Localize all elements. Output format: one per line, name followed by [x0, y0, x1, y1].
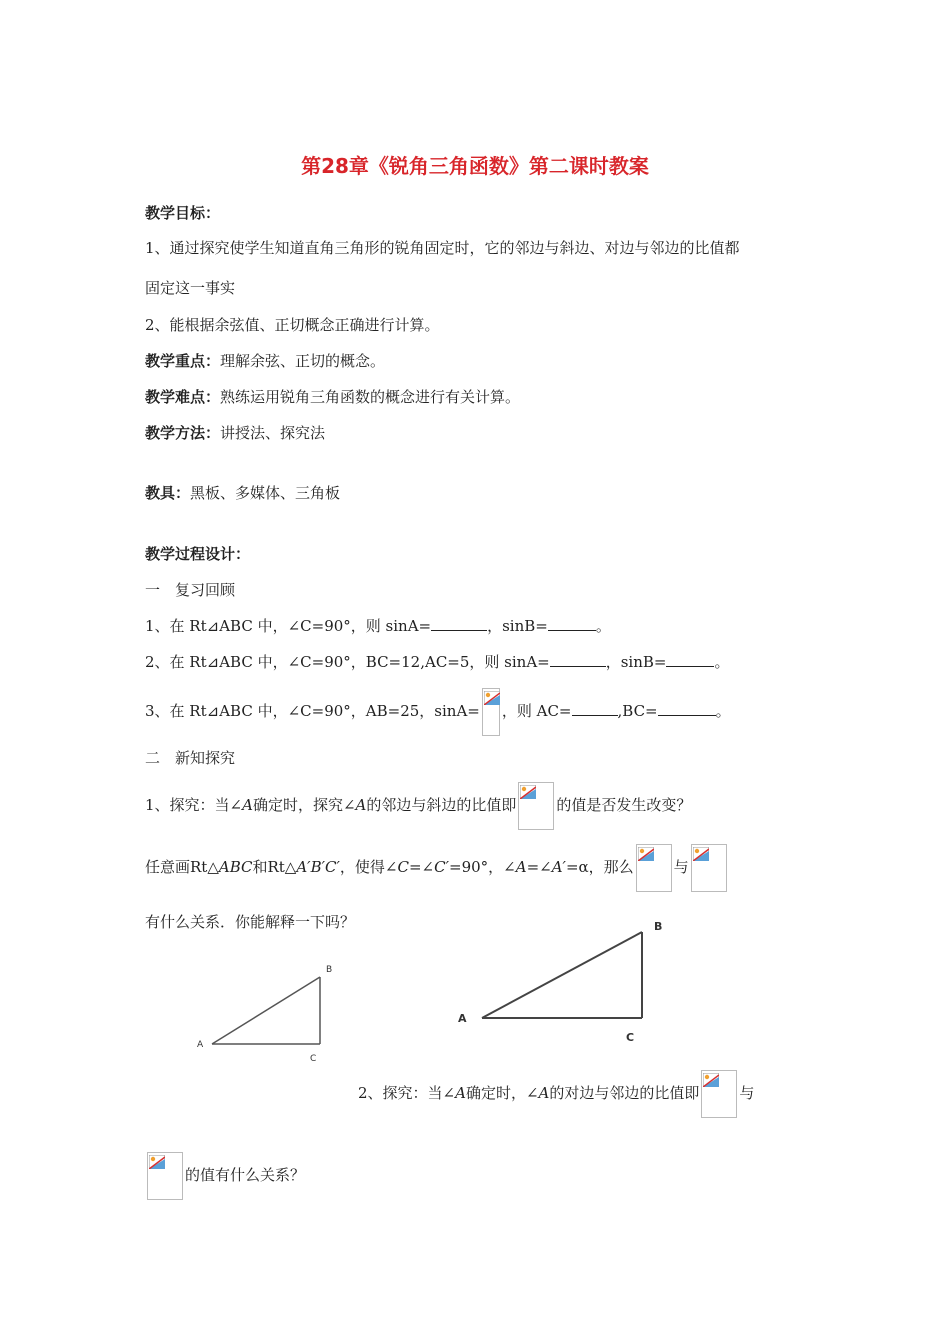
section-2-heading: 二 新知探究 [145, 749, 236, 767]
tools [145, 483, 340, 503]
tools-text: 黑板、多媒体、三角板 [190, 484, 341, 502]
vertex-label-b: B [326, 965, 333, 975]
formula-image-icon [518, 782, 554, 830]
vertex-label-a: A [458, 1012, 467, 1025]
explore-2: 2、探究：当∠A确定时，∠A的对边与邻边的比值即 与 [358, 1068, 754, 1118]
method [145, 423, 325, 443]
goal-1-line-2: 固定这一事实 [145, 279, 236, 297]
explore-2-line-2: 的值有什么关系？ [145, 1150, 305, 1200]
answer-blank [666, 652, 714, 667]
explore-1: 1、探究：当∠A确定时，探究∠A的邻边与斜边的比值即 的值是否发生改变？ [145, 780, 691, 830]
tools-label: 教具： [145, 484, 191, 502]
draw-instruction: 任意画Rt△ABC和Rt△A′B′C′，使得∠C=∠C′=90°，∠A=∠A′=α，那么 与 [145, 842, 729, 892]
diff-label: 教学难点： [145, 388, 221, 406]
question-2: 2、在 Rt⊿ABC 中，∠C=90°，BC=12,AC=5，则 sinA= ，sinB= 。 [145, 653, 730, 671]
process-heading: 教学过程设计： [145, 545, 251, 563]
triangle-small-figure [180, 955, 350, 1070]
key-point [145, 351, 385, 371]
goal-2: 2、能根据余弦值、正切概念正确进行计算。 [145, 316, 440, 334]
triangle-large-figure [450, 915, 680, 1050]
formula-image-icon [701, 1070, 737, 1118]
draw-question: 有什么关系．你能解释一下吗？ [145, 913, 356, 931]
hypotenuse [482, 932, 642, 1018]
formula-image-icon [147, 1152, 183, 1200]
answer-blank [572, 701, 618, 716]
section-1-heading: 一 复习回顾 [145, 581, 236, 599]
answer-blank [550, 652, 606, 667]
key-text: 理解余弦、正切的概念。 [220, 352, 386, 370]
answer-blank [548, 616, 596, 631]
difficulty [145, 387, 520, 407]
vertex-label-a: A [197, 1040, 204, 1050]
goal-1-line-1: 1、通过探究使学生知道直角三角形的锐角固定时，它的邻边与斜边、对边与邻边的比值都 [145, 239, 740, 257]
vertex-label-c: C [626, 1031, 635, 1044]
question-1: 1、在 Rt⊿ABC 中，∠C=90°，则 sinA= ，sinB= 。 [145, 617, 611, 635]
method-text: 讲授法、探究法 [220, 424, 326, 442]
diff-text: 熟练运用锐角三角函数的概念进行有关计算。 [220, 388, 521, 406]
goals-heading: 教学目标： [145, 204, 221, 222]
key-label: 教学重点： [145, 352, 221, 370]
answer-blank [431, 616, 487, 631]
formula-image-icon [636, 844, 672, 892]
formula-image-icon [482, 688, 500, 736]
page-title: 第28章《锐角三角函数》第二课时教案 [301, 154, 649, 178]
hypotenuse [212, 977, 320, 1044]
method-label: 教学方法： [145, 424, 221, 442]
vertex-label-c: C [310, 1054, 317, 1064]
answer-blank [658, 701, 716, 716]
question-3: 3、在 Rt⊿ABC 中，∠C=90°，AB=25，sinA= ，则 AC= ,BC= 。 [145, 686, 731, 736]
vertex-label-b: B [654, 920, 663, 933]
formula-image-icon [691, 844, 727, 892]
